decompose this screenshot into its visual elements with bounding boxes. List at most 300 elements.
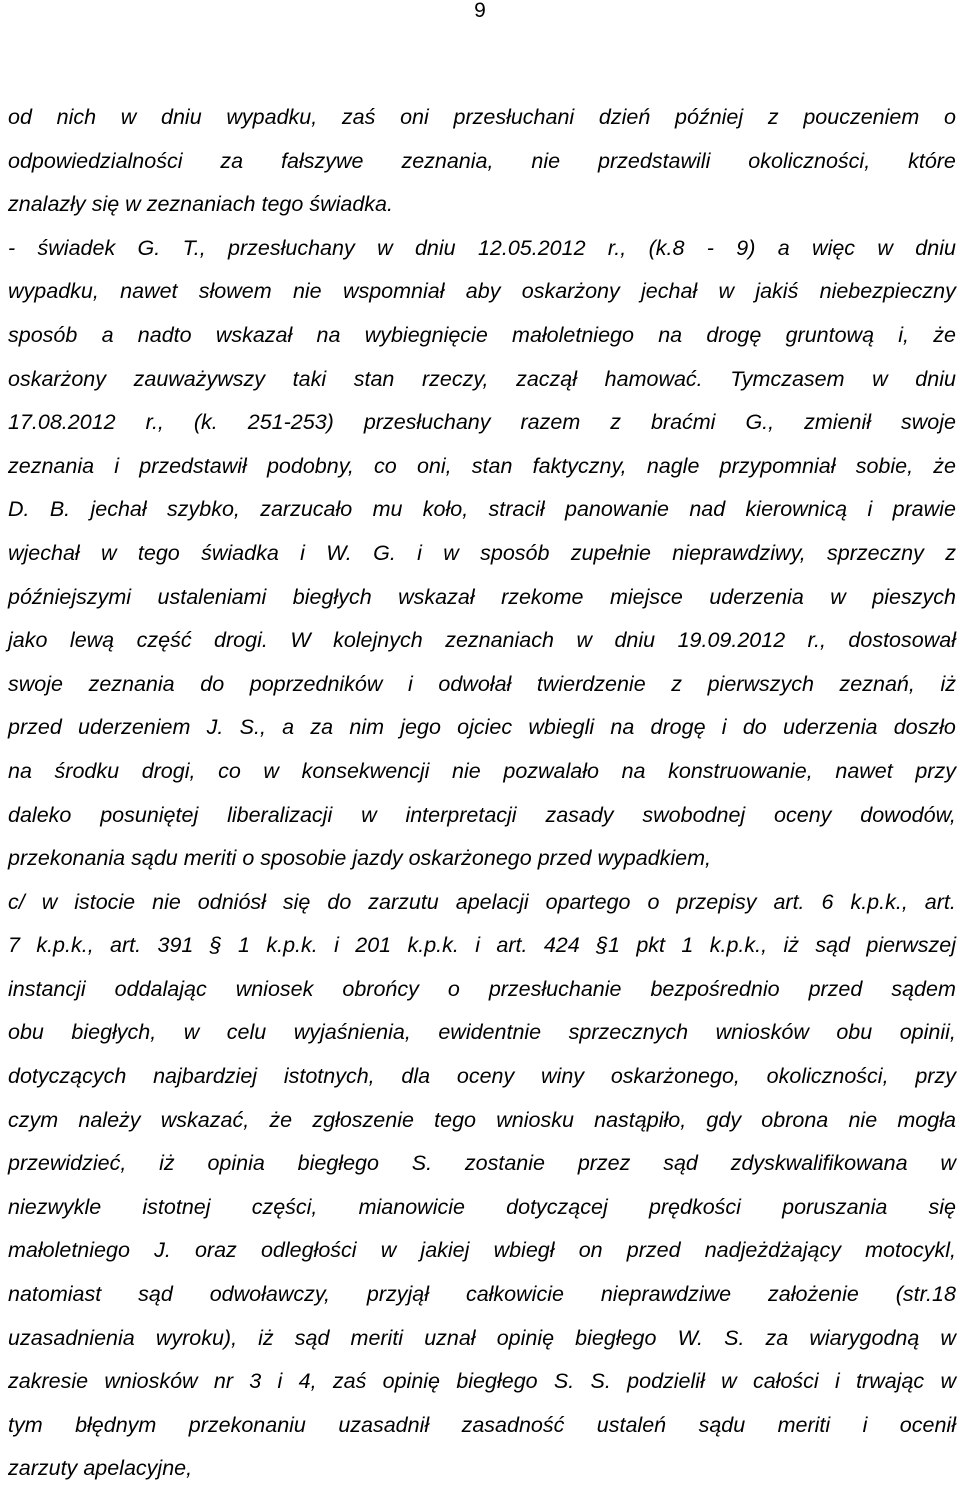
word: koło, [422, 497, 469, 522]
text-line [8, 794, 956, 838]
word: drogi. [214, 628, 268, 653]
word: w [872, 366, 888, 391]
word: uzasadnienia [8, 1325, 135, 1350]
word: się [928, 1194, 956, 1219]
word: okoliczności, [766, 1064, 889, 1089]
word: oni, [416, 453, 452, 478]
word: mianowicie [358, 1194, 465, 1219]
word: przewidzieć, [8, 1151, 127, 1176]
word: i [867, 497, 873, 522]
word: przed [808, 976, 863, 1001]
text-line [8, 227, 956, 271]
word: S. [411, 1151, 433, 1176]
word: r., [145, 410, 164, 435]
word: pkt [636, 933, 666, 958]
word: które [908, 148, 956, 173]
word: wypadkiem, [597, 846, 712, 871]
word: taki [292, 366, 327, 391]
word: za [220, 148, 244, 173]
word: przyjął [366, 1282, 430, 1307]
word: wniosków [715, 1020, 809, 1045]
word: prędkości [648, 1194, 741, 1219]
word: swobodnej [642, 802, 746, 827]
word: w [576, 628, 592, 653]
word: r., [807, 628, 826, 653]
word: podobny, [266, 453, 354, 478]
word: aby [465, 279, 501, 304]
word: oskarżony [521, 279, 620, 304]
word: faktyczny, [532, 453, 627, 478]
word: T., [182, 235, 206, 260]
word: S. [590, 1369, 611, 1394]
word: nadjeżdżający [704, 1238, 841, 1263]
word: rzekome [501, 584, 584, 609]
text-line [8, 1229, 956, 1273]
word: nie [152, 889, 181, 914]
word: nawet [835, 758, 893, 783]
word: przed [537, 846, 592, 871]
word: zdyskwalifikowana [730, 1151, 908, 1176]
word: pierwszej [866, 933, 956, 958]
word: J. [154, 1238, 171, 1263]
word: opinię [382, 1369, 441, 1394]
word: oceny [456, 1064, 515, 1089]
word: całkowicie [465, 1282, 564, 1307]
word: zauważywszy [133, 366, 266, 391]
word: się [282, 889, 311, 914]
text-line [8, 619, 956, 663]
word: G., [745, 410, 775, 435]
word: 6 [821, 889, 834, 914]
word: i [277, 1369, 283, 1394]
word: opartego [545, 889, 631, 914]
word: i [334, 933, 339, 958]
word: oskarżonego [408, 846, 532, 871]
text-line [8, 706, 956, 750]
word: przy [915, 1064, 956, 1089]
word: sobie, [855, 453, 914, 478]
word: wbiegli [528, 715, 595, 740]
word: zasadność [461, 1412, 565, 1437]
word: nr [213, 1369, 233, 1394]
text-line [8, 1055, 956, 1099]
word: w [940, 1151, 956, 1176]
word: zarzuty [8, 1456, 78, 1481]
word: sąd [294, 1325, 330, 1350]
word: nie [848, 1107, 878, 1132]
word: swoje [901, 410, 956, 435]
word: tego [434, 1107, 477, 1132]
word: środku [54, 758, 120, 783]
text-line [8, 1099, 956, 1143]
word: z [671, 671, 682, 696]
word: k.p.k., [709, 933, 768, 958]
word: i [475, 933, 481, 958]
word: w [721, 1369, 737, 1394]
word: nie [292, 279, 322, 304]
word: miejsce [609, 584, 683, 609]
word: sprzecznych [568, 1020, 689, 1045]
word: biegłych, [71, 1020, 157, 1045]
word: ewidentnie [438, 1020, 542, 1045]
word: 1 [681, 933, 694, 958]
word: w [41, 889, 58, 914]
word: konsekwencji [301, 758, 430, 783]
word: na [316, 322, 341, 347]
word: uderzenia [709, 584, 804, 609]
word: uderzenia [783, 715, 878, 740]
text-line [8, 1447, 956, 1491]
word: małoletniego [512, 322, 634, 347]
text-line [8, 183, 956, 227]
word: gdy [706, 1107, 742, 1132]
word: - [8, 235, 16, 260]
word: zeznaniach [146, 192, 256, 217]
word: istotnej [142, 1194, 211, 1219]
word: W [290, 628, 311, 653]
word: r., [607, 235, 627, 260]
word: przypomniał [719, 453, 836, 478]
word: jakiś [755, 279, 799, 304]
word: ojciec [457, 715, 513, 740]
word: 201 [355, 933, 392, 958]
word: wypadku, [226, 105, 318, 129]
word: o [447, 976, 460, 1001]
word: motocykl, [865, 1238, 956, 1263]
word: błędnym [75, 1412, 157, 1437]
word: 7 [8, 933, 20, 958]
text-line [8, 314, 956, 358]
word: opinii, [899, 1020, 956, 1045]
word: przekonania [8, 846, 126, 871]
word: jego [400, 715, 441, 740]
word: zarzutu [368, 889, 439, 914]
word: ustaleń [596, 1412, 667, 1437]
word: odległości [260, 1238, 357, 1263]
word: pieszych [872, 584, 956, 609]
word: jechał [90, 497, 147, 522]
word: przesłuchani [453, 105, 575, 129]
word: nie [452, 758, 481, 783]
word: że [933, 322, 956, 347]
word: rzeczy, [421, 366, 489, 391]
word: jazdy [352, 846, 403, 871]
word: nastąpiło, [594, 1107, 687, 1132]
word: w [940, 1325, 956, 1350]
word: w [877, 235, 893, 260]
word: poprzedników [249, 671, 383, 696]
word: opinia [207, 1151, 265, 1176]
word: iż [159, 1151, 175, 1176]
word: nad [689, 497, 726, 522]
word: dotyczących [8, 1064, 127, 1089]
word: (str.18 [895, 1282, 956, 1307]
word: zostanie [464, 1151, 545, 1176]
word: zeznania, [401, 148, 494, 173]
word: co [374, 453, 397, 478]
word: słowem [198, 279, 272, 304]
word: meriti [777, 1412, 831, 1437]
word: świadka. [309, 192, 393, 217]
word: iż [940, 671, 956, 696]
word: jechał [641, 279, 698, 304]
word: dniu [414, 235, 456, 260]
word: W. [326, 540, 352, 565]
word: interpretacji [405, 802, 517, 827]
word: biegłego [575, 1325, 657, 1350]
word: oskarżonego, [610, 1064, 740, 1089]
text-line [8, 663, 956, 707]
word: i [408, 671, 413, 696]
word: wskazał [398, 584, 475, 609]
word: art. [110, 933, 142, 958]
word: za [310, 715, 334, 740]
word: ustaleniami [157, 584, 267, 609]
word: 1 [238, 933, 251, 958]
word: wbiegł [493, 1238, 555, 1263]
word: że [933, 453, 956, 478]
word: S. [724, 1325, 745, 1350]
word: tego [137, 540, 180, 565]
word: biegłego [456, 1369, 538, 1394]
word: biegłych [292, 584, 372, 609]
text-line [8, 1011, 956, 1055]
word: niezwykle [8, 1194, 102, 1219]
word: stan [353, 366, 395, 391]
word: o [242, 846, 255, 871]
word: jako [8, 628, 48, 653]
word: nagle [646, 453, 700, 478]
word: w [361, 802, 377, 827]
word: sprzeczny [827, 540, 924, 565]
word: oskarżony [8, 366, 106, 391]
word: iż [783, 933, 799, 958]
word: bezpośrednio [650, 976, 780, 1001]
word: braćmi [650, 410, 716, 435]
word: hamować. [604, 366, 703, 391]
word: o [647, 889, 660, 914]
word: k.p.k., [36, 933, 94, 958]
word: należy [78, 1107, 141, 1132]
word: uznał [424, 1325, 476, 1350]
word: a [101, 322, 114, 347]
word: ocenił [899, 1412, 956, 1437]
word: że [269, 1107, 293, 1132]
word: wyroku), [155, 1325, 238, 1350]
word: w [101, 540, 117, 565]
word: liberalizacji [227, 802, 333, 827]
word: pozwalało [503, 758, 599, 783]
word: przed [8, 715, 62, 740]
word: przedstawił [139, 453, 247, 478]
word: późniejszymi [8, 584, 132, 609]
word: tego [261, 192, 304, 217]
text-line [8, 1360, 956, 1404]
word: oraz [194, 1238, 237, 1263]
word: meriti [350, 1325, 404, 1350]
word: przedstawili [598, 148, 711, 173]
word: przez [577, 1151, 631, 1176]
word: nadto [137, 322, 192, 347]
word: wniosku [496, 1107, 574, 1132]
word: 19.09.2012 [677, 628, 786, 653]
word: zaczął [516, 366, 578, 391]
word: i [862, 1412, 868, 1437]
text-line [8, 488, 956, 532]
word: i [114, 453, 120, 478]
word: przy [915, 758, 956, 783]
word: kolejnych [333, 628, 423, 653]
word: istocie [74, 889, 136, 914]
word: znalazły [8, 192, 86, 217]
word: nieprawdziwy, [672, 540, 806, 565]
word: w [120, 105, 137, 129]
word: odpowiedzialności [8, 148, 183, 173]
word: w [830, 584, 846, 609]
word: zmienił [804, 410, 872, 435]
word: z [610, 410, 621, 435]
word: przesłuchany [228, 235, 355, 260]
word: on [578, 1238, 603, 1263]
word: prawie [892, 497, 956, 522]
word: dniu [614, 628, 656, 653]
word: sposobie [260, 846, 347, 871]
word: zarzucało [260, 497, 353, 522]
word: a [777, 235, 790, 260]
word: opinię [496, 1325, 555, 1350]
word: okoliczności, [748, 148, 871, 173]
word: oceny [774, 802, 832, 827]
text-line [8, 1317, 956, 1361]
word: części, [251, 1194, 318, 1219]
word: wjechał [8, 540, 80, 565]
word: przepisy [676, 889, 757, 914]
word: w [263, 758, 279, 783]
word: w [940, 1369, 956, 1394]
word: G. [373, 540, 396, 565]
word: w [443, 540, 459, 565]
word: świadka [201, 540, 279, 565]
word: za [765, 1325, 789, 1350]
word: (k. [193, 410, 218, 435]
word: założenie [768, 1282, 859, 1307]
word: gruntową [785, 322, 875, 347]
word: zaś [341, 105, 376, 129]
word: zakresie [8, 1369, 89, 1394]
word: sąd [663, 1151, 698, 1176]
word: trwając [856, 1369, 925, 1394]
word: apelacyjne, [83, 1456, 193, 1481]
word: razem [520, 410, 581, 435]
word: w [183, 1020, 200, 1045]
word: kierownicą [745, 497, 848, 522]
word: małoletniego [8, 1238, 130, 1263]
word: k.p.k. [407, 933, 459, 958]
word: sądem [891, 976, 956, 1001]
word: się [91, 192, 120, 217]
word: całości [752, 1369, 819, 1394]
word: wiarygodną [809, 1325, 920, 1350]
word: § [209, 933, 222, 958]
word: G. [137, 235, 161, 260]
word: c/ [8, 889, 25, 914]
word: konstruowanie, [668, 758, 813, 783]
word: celu [226, 1020, 267, 1045]
word: zeznaniach [445, 628, 554, 653]
text-line [8, 1186, 956, 1230]
word: 9) [736, 235, 756, 260]
word: 391 [157, 933, 194, 958]
word: instancji [8, 976, 86, 1001]
word: obrońcy [342, 976, 419, 1001]
word: dla [401, 1064, 431, 1089]
word: twierdzenie [536, 671, 646, 696]
word: swoje [8, 671, 63, 696]
word: posuniętej [100, 802, 199, 827]
word: i [300, 540, 305, 565]
word: stan [471, 453, 513, 478]
word: - [706, 235, 714, 260]
word: w [377, 235, 393, 260]
text-line [8, 968, 956, 1012]
text-line [8, 750, 956, 794]
word: wniosek [235, 976, 314, 1001]
word: iż [258, 1325, 274, 1350]
text-line [8, 924, 956, 968]
word: więc [812, 235, 856, 260]
word: wskazał [215, 322, 293, 347]
text-line [8, 1142, 956, 1186]
word: daleko [8, 802, 72, 827]
word: stracił [488, 497, 545, 522]
document-body [8, 96, 956, 1491]
page-number: 9 [474, 0, 486, 22]
word: uderzeniem [78, 715, 191, 740]
word: zasady [545, 802, 614, 827]
word: zgłoszenie [312, 1107, 414, 1132]
word: szybko, [167, 497, 240, 522]
word: wspomniał [342, 279, 445, 304]
word: do [327, 889, 352, 914]
word: przesłuchany [363, 410, 491, 435]
word: dniu [915, 235, 956, 260]
text-line [8, 1404, 956, 1448]
word: art. [924, 889, 956, 914]
word: zupełnie [570, 540, 651, 565]
word: D. [8, 497, 30, 522]
text-line [8, 401, 956, 445]
word: przed [626, 1238, 681, 1263]
word: przesłuchanie [488, 976, 622, 1001]
word: zeznania [8, 453, 95, 478]
word: pierwszych [707, 671, 814, 696]
word: 3 [249, 1369, 262, 1394]
word: do [200, 671, 225, 696]
word: obu [8, 1020, 44, 1045]
word: zaś [332, 1369, 367, 1394]
word: apelacji [455, 889, 529, 914]
word: na [658, 322, 683, 347]
word: tym [8, 1412, 43, 1437]
word: nawet [120, 279, 178, 304]
word: dniu [161, 105, 202, 129]
word: uzasadnił [338, 1412, 430, 1437]
word: nieprawdziwe [600, 1282, 732, 1307]
word: sposób [8, 322, 78, 347]
word: sąd [815, 933, 850, 958]
word: panowanie [565, 497, 670, 522]
word: fałszywe [281, 148, 364, 173]
